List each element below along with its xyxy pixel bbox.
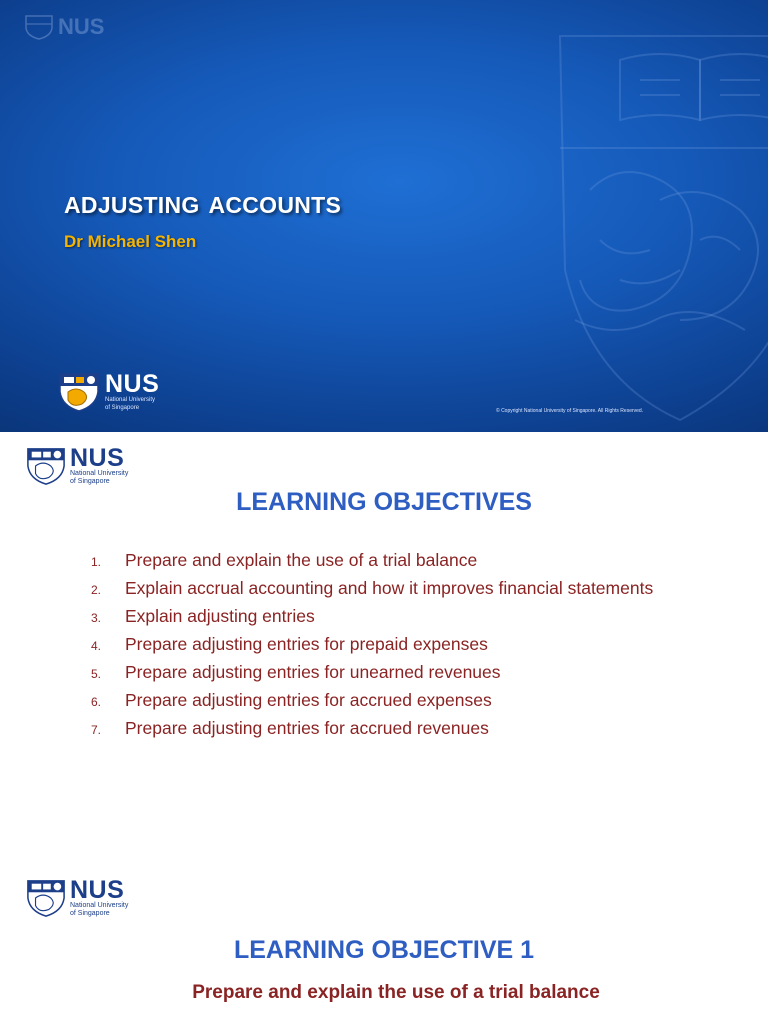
objective-1-slide [0, 860, 768, 1024]
logo-text: NUS [70, 444, 125, 472]
list-item [91, 606, 653, 634]
nus-crest-icon [58, 372, 100, 412]
nus-logo-faded [24, 14, 104, 40]
title-slide [0, 0, 768, 432]
nus-crest-icon [24, 14, 54, 40]
item-number: 2. [91, 583, 102, 597]
list-item [91, 662, 653, 690]
item-number: 4. [91, 639, 102, 653]
nus-logo [26, 446, 128, 486]
logo-text: NUS [70, 876, 125, 904]
logo-subtitle-1: National University [70, 902, 129, 909]
item-number: 6. [91, 695, 102, 709]
slide-author: Dr Michael Shen [64, 232, 197, 251]
item-text: Explain adjusting entries [125, 606, 315, 626]
objectives-list [91, 550, 653, 746]
item-number: 1. [91, 555, 102, 569]
list-item [91, 578, 653, 606]
objectives-heading: LEARNING OBJECTIVES [236, 488, 532, 516]
item-text: Explain accrual accounting and how it improves financial statements [125, 578, 654, 598]
list-item [91, 690, 653, 718]
item-number: 7. [91, 723, 102, 737]
nus-logo [26, 878, 128, 918]
list-item [91, 550, 653, 578]
logo-subtitle-1: National University [105, 397, 156, 403]
item-text: Prepare adjusting entries for prepaid expenses [125, 634, 488, 654]
nus-logo [58, 372, 159, 412]
item-text: Prepare adjusting entries for accrued revenues [125, 718, 489, 738]
item-text: Prepare adjusting entries for accrued expenses [125, 690, 492, 710]
objectives-slide [0, 432, 768, 832]
item-text: Prepare adjusting entries for unearned revenues [125, 662, 501, 682]
logo-subtitle-2: of Singapore [105, 405, 140, 411]
nus-crest-icon [26, 446, 66, 486]
logo-subtitle-2: of Singapore [70, 910, 110, 917]
copyright-notice: © Copyright National University of Singapore. All Rights Reserved. [496, 408, 644, 414]
item-text: Prepare and explain the use of a trial balance [125, 550, 478, 570]
item-number: 3. [91, 611, 102, 625]
objective-subheading: Prepare and explain the use of a trial balance [192, 982, 600, 1003]
logo-subtitle-1: National University [70, 470, 129, 477]
nus-crest-icon [26, 878, 66, 918]
logo-text: NUS [58, 14, 105, 39]
list-item [91, 634, 653, 662]
logo-text: NUS [105, 370, 160, 398]
slide-title: ADJUSTING ACCOUNTS [64, 192, 342, 218]
item-number: 5. [91, 667, 102, 681]
logo-subtitle-2: of Singapore [70, 478, 110, 485]
list-item [91, 718, 653, 746]
objective-heading: LEARNING OBJECTIVE 1 [233, 936, 535, 964]
